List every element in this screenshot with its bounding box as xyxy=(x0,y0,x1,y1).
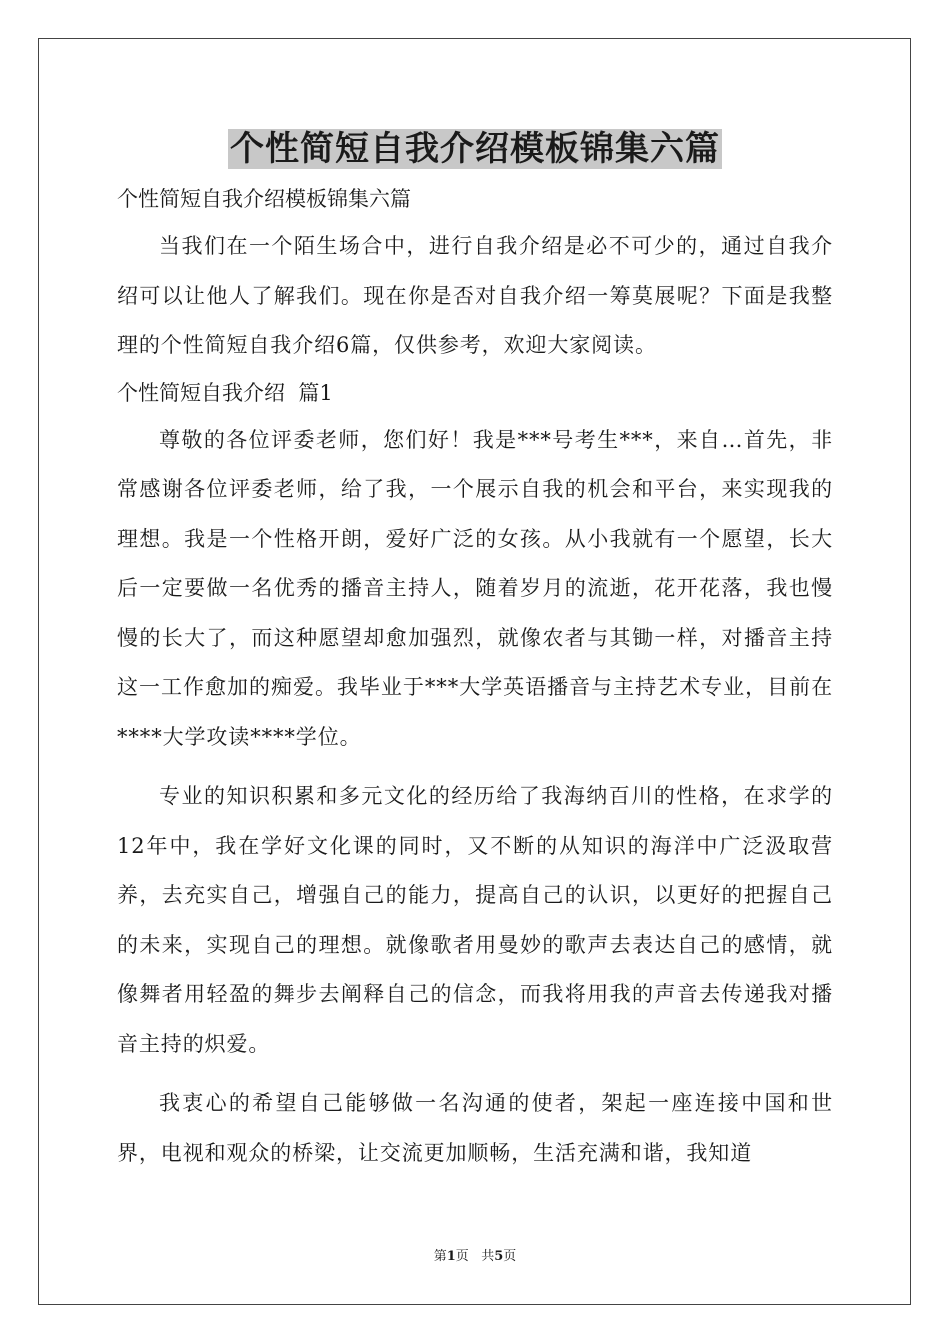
document-body xyxy=(117,177,833,1178)
body-paragraph-2: 专业的知识积累和多元文化的经历给了我海纳百川的性格，在求学的12年中，我在学好文化课的同时，又不断的从知识的海洋中广泛汲取营养，去充实自己，增强自己的能力，提高自己的认识，以更好的把握自己的未来，实现自己的理想。就像歌者用曼妙的歌声去表达自己的感情，就像舞者用轻盈的舞步去阐释自己的信念，而我将用我的声音去传递我对播音主持的炽爱。 xyxy=(117,784,833,1056)
body-paragraph-1: 尊敬的各位评委老师，您们好！我是***号考生***，来自…首先，非常感谢各位评委老师，给了我，一个展示自我的机会和平台，来实现我的理想。我是一个性格开朗，爱好广泛的女孩。从小我就有一个愿望，长大后一定要做一名优秀的播音主持人，随着岁月的流逝，花开花落，我也慢慢的长大了，而这种愿望却愈加强烈，就像农者与其锄一样，对播音主持这一工作愈加的痴爱。我毕业于***大学英语播音与主持艺术专业，目前在****大学攻读****学位。 xyxy=(117,427,833,749)
page-footer xyxy=(0,1248,950,1266)
footer-page-unit: 页 xyxy=(455,1249,469,1264)
body-paragraph-3: 我衷心的希望自己能够做一名沟通的使者，架起一座连接中国和世界，电视和观众的桥梁，让交流更加顺畅，生活充满和谐，我知道 xyxy=(117,1091,833,1165)
footer-page-total: 5 xyxy=(494,1249,504,1264)
section-heading: 个性简短自我介绍 篇1 xyxy=(117,380,333,405)
footer-page-prefix: 第 xyxy=(433,1249,447,1264)
intro-paragraph: 当我们在一个陌生场合中，进行自我介绍是必不可少的，通过自我介绍可以让他人了解我们。现在你是否对自我介绍一筹莫展呢？下面是我整理的个性简短自我介绍6篇，仅供参考，欢迎大家阅读。 xyxy=(117,234,833,357)
document-title xyxy=(0,120,950,178)
footer-total-unit: 页 xyxy=(503,1249,517,1264)
footer-page-current: 1 xyxy=(446,1249,456,1264)
document-title-text: 个性简短自我介绍模板锦集六篇 xyxy=(230,129,720,169)
document-subtitle: 个性简短自我介绍模板锦集六篇 xyxy=(117,187,411,211)
footer-total-prefix: 共 xyxy=(481,1249,495,1264)
